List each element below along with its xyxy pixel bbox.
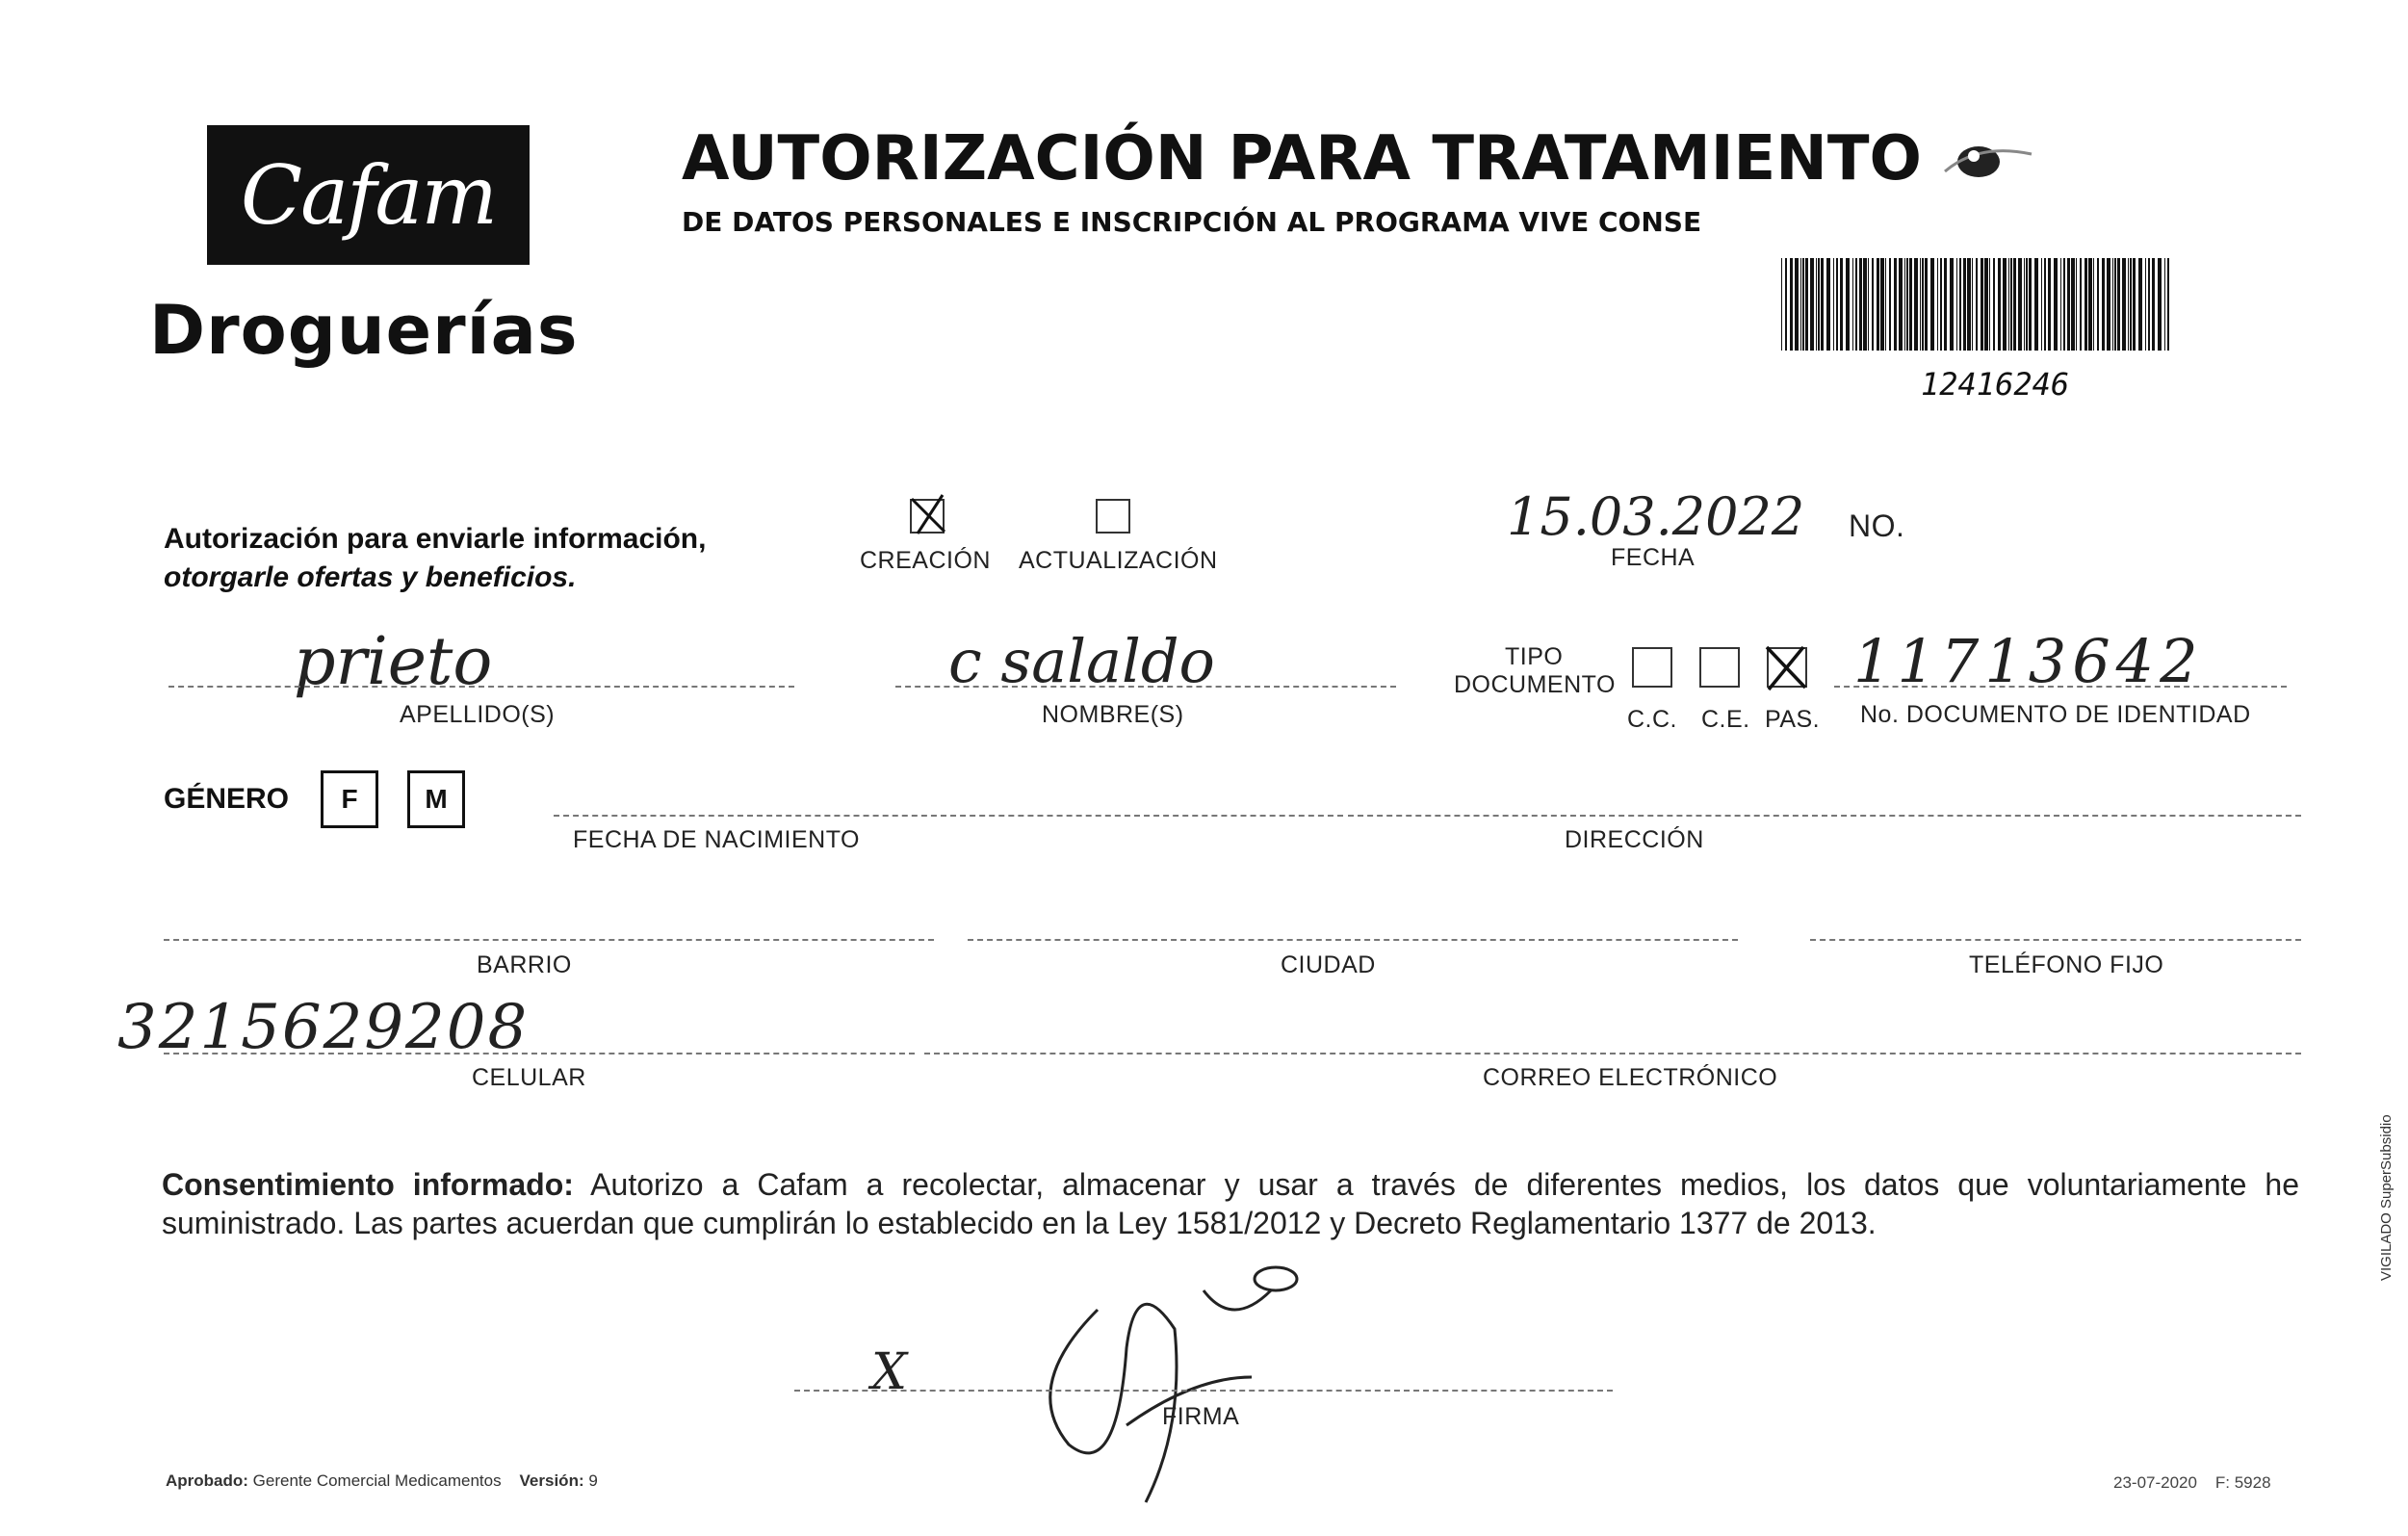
barcode-bar (2130, 258, 2132, 351)
check-mark-icon (1761, 641, 1813, 693)
barcode-bar (1859, 258, 1862, 351)
barcode-bar (2024, 258, 2025, 351)
signature-mark: X (871, 1343, 908, 1401)
telefono-label: TELÉFONO FIJO (1969, 951, 2164, 978)
barcode-bar (1889, 258, 1891, 351)
consent-paragraph (162, 1165, 2299, 1242)
barcode-bar (2076, 258, 2077, 351)
barcode-bar (2128, 258, 2129, 351)
creation-checkbox[interactable] (910, 499, 945, 534)
barcode-bar (2041, 258, 2042, 351)
barcode-bar (1880, 258, 1884, 351)
authorization-line-1: Autorización para enviarle información, (164, 523, 707, 555)
update-checkbox[interactable] (1096, 499, 1130, 534)
barcode-bar (1852, 258, 1853, 351)
barcode-bar (2048, 258, 2051, 351)
brand-subtitle: Droguerías (149, 291, 579, 370)
barcode-bar (2044, 258, 2046, 351)
barcode-bar (1840, 258, 1843, 351)
barcode-bar (1863, 258, 1867, 351)
barcode-bar (1956, 258, 1957, 351)
signature-scribble (982, 1233, 1309, 1522)
ciudad-line (968, 939, 1738, 941)
ce-checkbox[interactable] (1699, 647, 1740, 688)
correo-line (924, 1053, 2301, 1054)
barcode-bar (1899, 258, 1903, 351)
nombres-label: NOMBRE(S) (1042, 701, 1184, 728)
check-mark-icon (904, 489, 952, 537)
barcode-bar (1925, 258, 1928, 351)
cc-checkbox[interactable] (1632, 647, 1672, 688)
barcode-bar (2071, 258, 2075, 351)
tipo-documento-label-1: TIPO (1505, 643, 1564, 670)
document-number-line (1834, 686, 2287, 688)
barcode-bar (2067, 258, 2070, 351)
barcode-bar (1826, 258, 1830, 351)
barcode-bar (2010, 258, 2012, 351)
barcode-bar (1855, 258, 1857, 351)
vigilado-text: VIGILADO SuperSubsidio (2378, 1114, 2395, 1281)
barcode-bar (1963, 258, 1966, 351)
genero-label: GÉNERO (164, 783, 290, 815)
barcode-bar (1909, 258, 1912, 351)
barcode-bar (1836, 258, 1838, 351)
barcode-bar (2152, 258, 2155, 351)
barcode-bar (2164, 258, 2165, 351)
footer-approval (166, 1471, 598, 1491)
barcode-bar (1802, 258, 1804, 351)
form-code: F: 5928 (2214, 1473, 2271, 1492)
barcode-bar (2112, 258, 2113, 351)
celular-line (164, 1053, 915, 1054)
barcode-bar (1981, 258, 1983, 351)
version-value: 9 (588, 1471, 598, 1490)
barcode (1781, 258, 2176, 351)
barcode-bar (2133, 258, 2136, 351)
seal-icon (1935, 133, 2041, 191)
barcode-bar (2084, 258, 2087, 351)
barcode-bar (2013, 258, 2016, 351)
barcode-bar (2158, 258, 2162, 351)
apellidos-line (168, 686, 794, 688)
barcode-bar (2097, 258, 2099, 351)
form-subtitle: DE DATOS PERSONALES E INSCRIPCIÓN AL PROGRAMA VIVE CONSE (682, 206, 1702, 238)
direccion-label: DIRECCIÓN (1565, 826, 1704, 853)
barcode-bar (1785, 258, 1787, 351)
consent-text: Autorizo a Cafam a recolectar, almacenar y usar a través de diferentes medios, los datos que voluntariamente he suministrado. Las partes acuerdan que cumplirán lo establecido en la Ley 1581/2012 y Decreto Reglamentario 1377 de 2013. (162, 1167, 2300, 1240)
barcode-bar (1967, 258, 1971, 351)
barcode-bar (1906, 258, 1908, 351)
cafam-logo (207, 125, 530, 265)
barcode-bar (2029, 258, 2032, 351)
barcode-bar (1818, 258, 1820, 351)
barcode-bar (1816, 258, 1817, 351)
barcode-bar (1993, 258, 1995, 351)
barcode-bar (1920, 258, 1921, 351)
barcode-bar (2063, 258, 2065, 351)
pas-checkbox[interactable] (1767, 647, 1807, 688)
barcode-bar (2003, 258, 2007, 351)
fecha-nacimiento-line (554, 815, 1343, 817)
firma-line (794, 1390, 1613, 1392)
fecha-value: 15.03.2022 (1507, 486, 1805, 547)
barcode-bar (2054, 258, 2058, 351)
barcode-bar (1930, 258, 1934, 351)
gender-f-label: F (341, 784, 358, 814)
barcode-bar (1959, 258, 1961, 351)
barcode-bar (2018, 258, 2022, 351)
authorization-line-2: otorgarle ofertas y beneficios. (164, 561, 577, 593)
update-label: ACTUALIZACIÓN (1019, 547, 1218, 574)
barcode-bar (1894, 258, 1897, 351)
ciudad-label: CIUDAD (1281, 951, 1376, 978)
apellidos-label: APELLIDO(S) (400, 701, 556, 728)
barcode-bar (1868, 258, 1869, 351)
gender-m-label: M (425, 784, 448, 814)
version-label: Versión: (519, 1471, 584, 1490)
gender-m-checkbox[interactable] (407, 770, 465, 828)
barcode-bar (2093, 258, 2094, 351)
barcode-bar (1795, 258, 1799, 351)
no-label: NO. (1849, 508, 1905, 543)
barcode-bar (2107, 258, 2110, 351)
nombres-line (895, 686, 1396, 688)
barcode-bar (2088, 258, 2092, 351)
barcode-number: 12416246 (1921, 366, 2070, 403)
aprobado-value: Gerente Comercial Medicamentos (252, 1471, 502, 1490)
correo-label: CORREO ELECTRÓNICO (1483, 1064, 1778, 1091)
barcode-bar (2026, 258, 2028, 351)
barcode-bar (2122, 258, 2126, 351)
barcode-bar (2167, 258, 2169, 351)
ce-label: C.E. (1701, 706, 1750, 733)
document-number-value[interactable]: 11713642 (1853, 626, 2204, 696)
direccion-line (1348, 815, 2301, 817)
authorization-text (164, 520, 706, 597)
barcode-bar (1790, 258, 1793, 351)
nombres-value[interactable]: c salaldo (948, 626, 1215, 696)
barcode-bar (2114, 258, 2116, 351)
creation-label: CREACIÓN (860, 547, 991, 574)
barcode-bar (1846, 258, 1850, 351)
barcode-bar (1940, 258, 1942, 351)
barcode-bar (1800, 258, 1801, 351)
barcode-bar (2148, 258, 2150, 351)
barcode-bar (2060, 258, 2061, 351)
barcode-bar (1877, 258, 1879, 351)
form-title: AUTORIZACIÓN PARA TRATAMIENTO (682, 123, 1922, 195)
cc-label: C.C. (1627, 706, 1677, 733)
barcode-bar (1805, 258, 1808, 351)
fecha-label: FECHA (1611, 544, 1696, 571)
barcode-bar (1950, 258, 1954, 351)
barcode-bar (1885, 258, 1886, 351)
barcode-bar (1922, 258, 1924, 351)
barcode-bar (2145, 258, 2146, 351)
barcode-bar (1989, 258, 1990, 351)
barcode-bar (2138, 258, 2142, 351)
barcode-bar (2008, 258, 2009, 351)
barcode-bar (2102, 258, 2105, 351)
telefono-line (1810, 939, 2301, 941)
barcode-bar (1781, 258, 1782, 351)
barcode-bar (1937, 258, 1938, 351)
date-code: 23-07-2020 (2113, 1473, 2197, 1492)
barcode-bar (1914, 258, 1918, 351)
barcode-bar (2080, 258, 2082, 351)
barrio-line (164, 939, 934, 941)
gender-f-checkbox[interactable] (321, 770, 378, 828)
barcode-bar (1976, 258, 1978, 351)
barcode-bar (1984, 258, 1988, 351)
consent-title: Consentimiento informado: (162, 1167, 574, 1202)
tipo-documento-label-2: DOCUMENTO (1454, 671, 1616, 698)
logo-text: Cafam (240, 147, 497, 243)
apellidos-value: prieto (294, 624, 493, 700)
barcode-bar (1810, 258, 1814, 351)
barcode-bar (1872, 258, 1874, 351)
barcode-bar (2034, 258, 2038, 351)
firma-label: FIRMA (1162, 1403, 1240, 1430)
barrio-label: BARRIO (477, 951, 572, 978)
aprobado-label: Aprobado: (166, 1471, 248, 1490)
footer-codes (2113, 1473, 2271, 1493)
barcode-bar (2117, 258, 2120, 351)
barcode-bar (1972, 258, 1973, 351)
fecha-nacimiento-label: FECHA DE NACIMIENTO (573, 826, 860, 853)
celular-value[interactable]: 3215629208 (117, 992, 530, 1063)
celular-label: CELULAR (472, 1064, 586, 1091)
barcode-bar (1904, 258, 1905, 351)
barcode-bar (1821, 258, 1824, 351)
barcode-bar (1944, 258, 1947, 351)
barcode-bar (1998, 258, 2001, 351)
pas-label: PAS. (1765, 706, 1821, 733)
document-number-label: No. DOCUMENTO DE IDENTIDAD (1860, 701, 2251, 728)
barcode-bar (1833, 258, 1834, 351)
